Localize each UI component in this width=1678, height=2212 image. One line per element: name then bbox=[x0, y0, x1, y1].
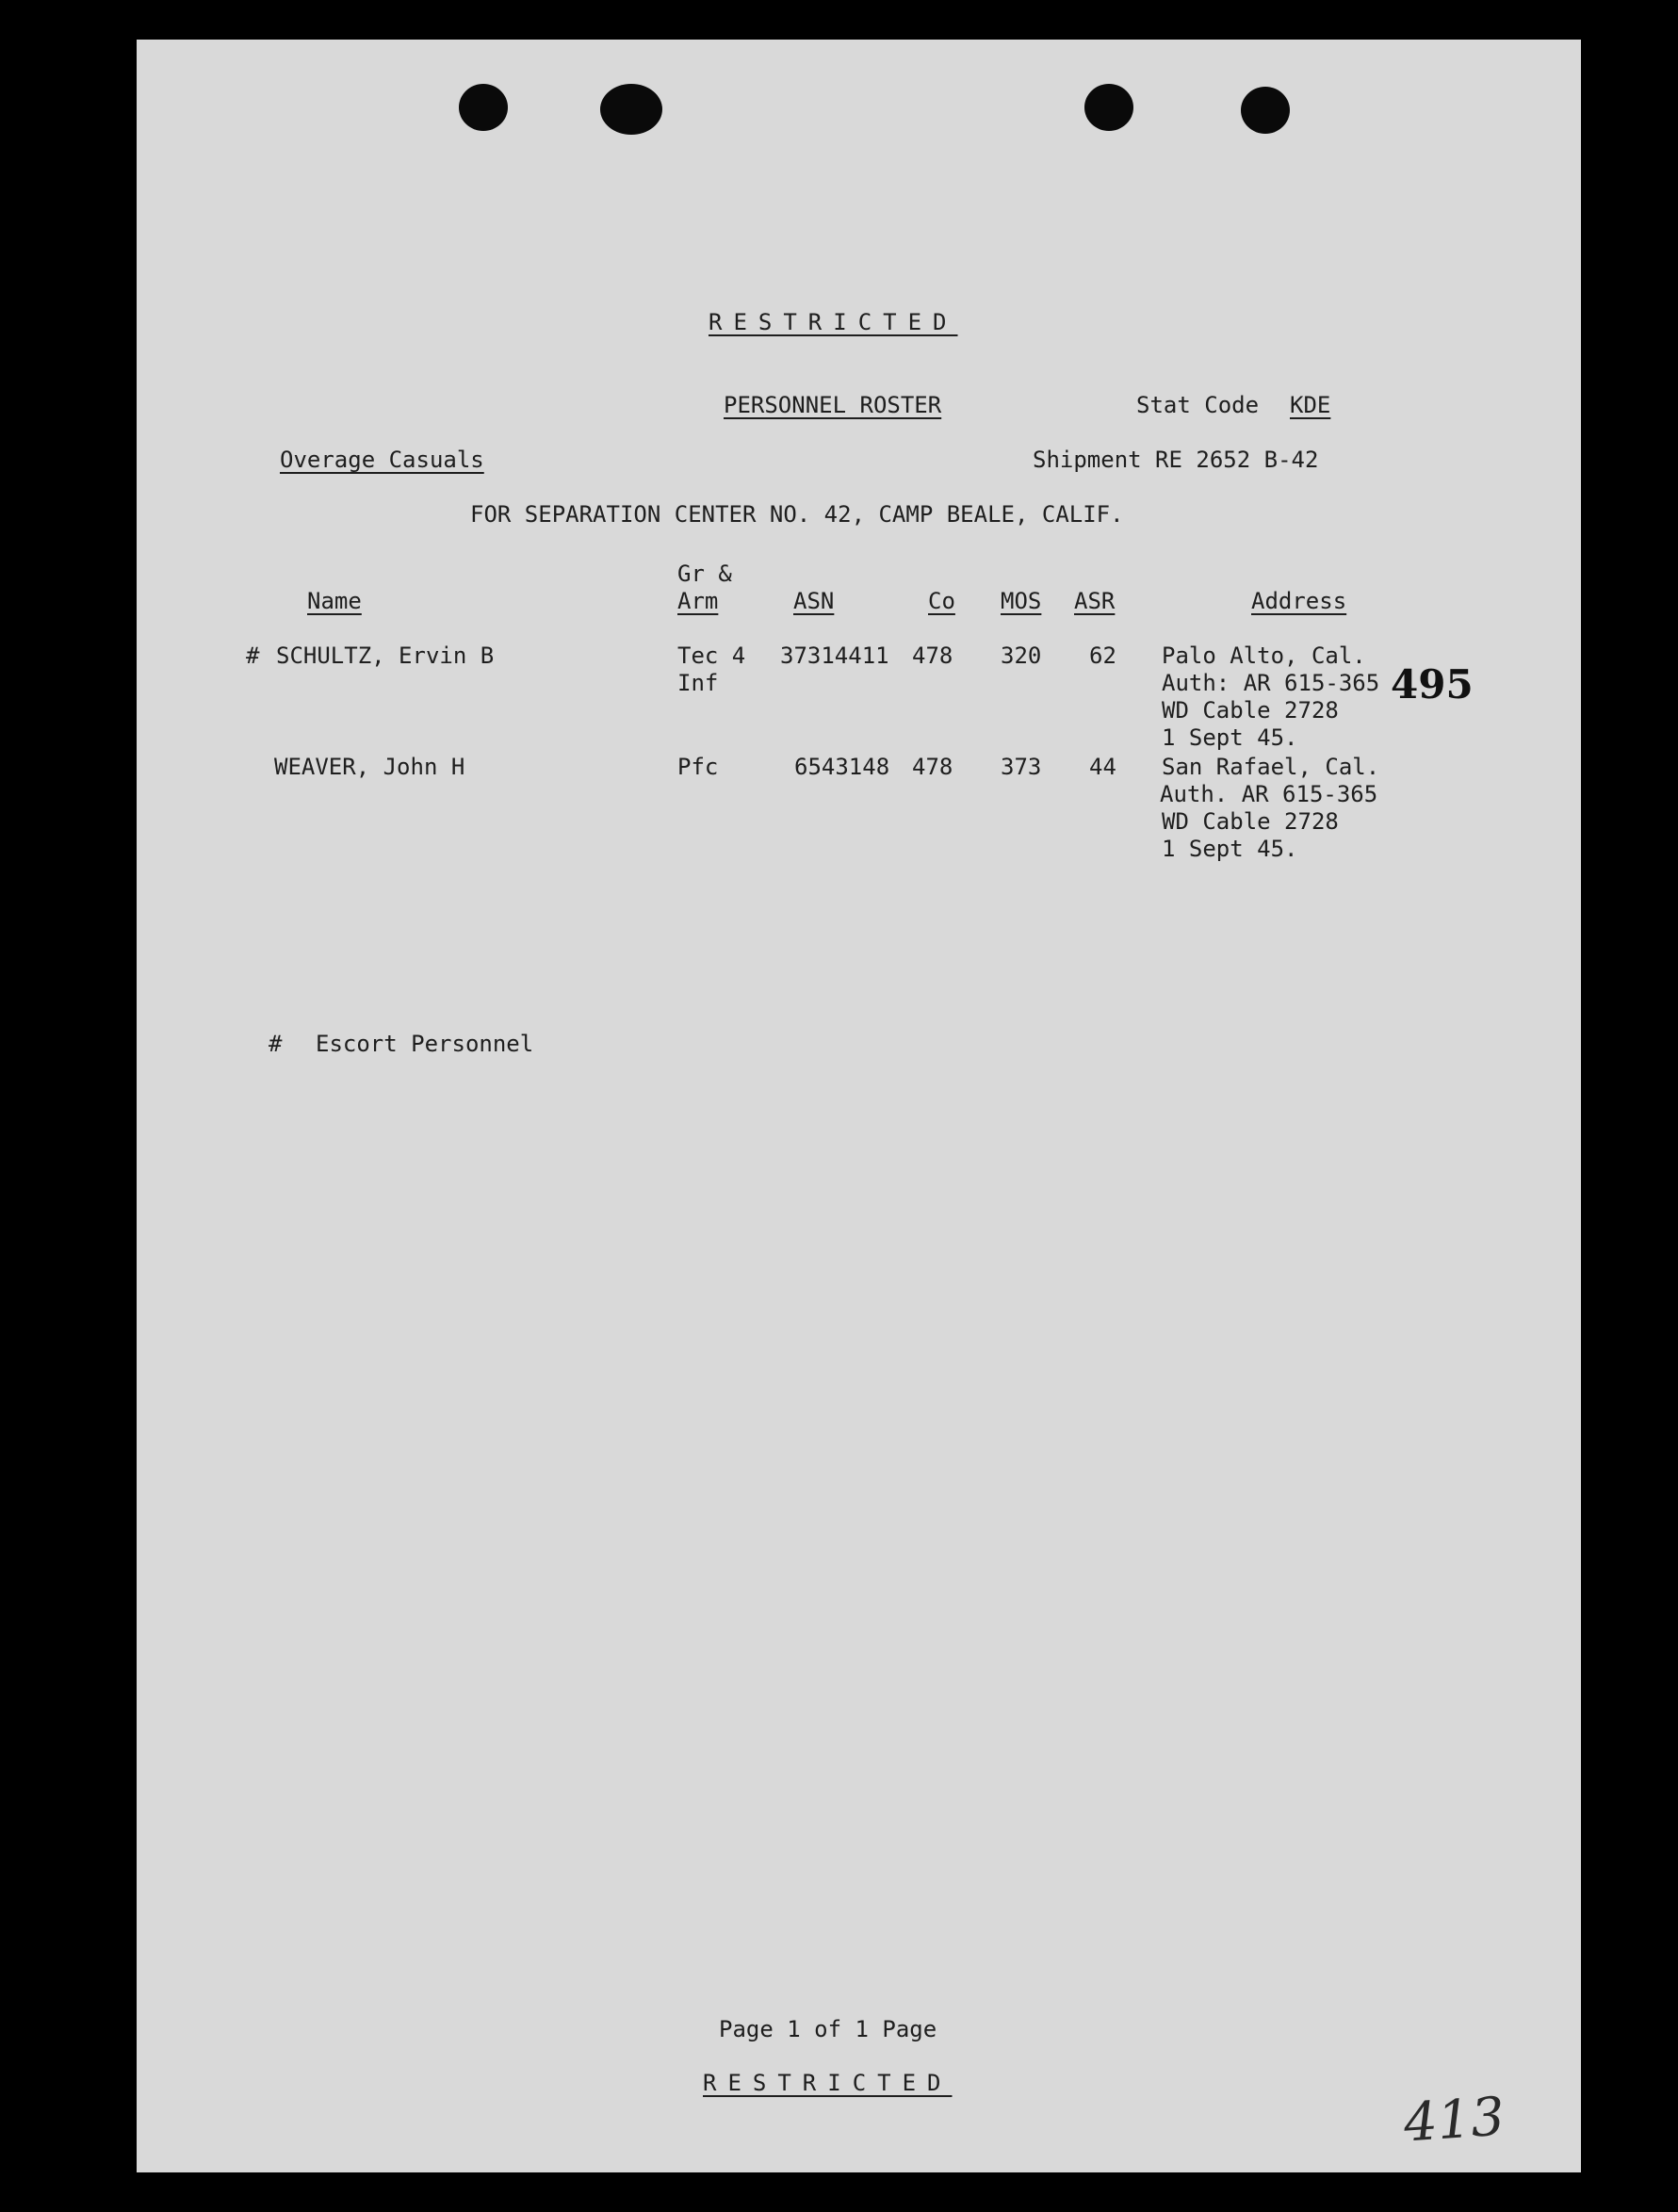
row-address-line: Auth: AR 615-365 bbox=[1162, 670, 1380, 696]
row-mos: 320 bbox=[1001, 642, 1042, 669]
col-header-asn: ASN bbox=[793, 588, 835, 614]
classification-bottom: RESTRICTED bbox=[703, 2070, 953, 2096]
row-asn: 6543148 bbox=[794, 754, 890, 780]
row-mos: 373 bbox=[1001, 754, 1042, 780]
classification-top: RESTRICTED bbox=[709, 309, 958, 335]
punch-hole bbox=[1084, 84, 1133, 131]
punch-hole bbox=[600, 84, 662, 135]
col-header-co: Co bbox=[928, 588, 955, 614]
row-address-line: WD Cable 2728 bbox=[1162, 697, 1339, 724]
row-grade: Tec 4 bbox=[677, 642, 746, 669]
row-asn: 37314411 bbox=[780, 642, 889, 669]
row-marker: # bbox=[246, 642, 260, 669]
handwritten-page-number: 413 bbox=[1401, 2086, 1507, 2155]
footnote-marker: # bbox=[269, 1031, 283, 1057]
stat-code-value: KDE bbox=[1290, 392, 1331, 418]
col-header-asr: ASR bbox=[1074, 588, 1116, 614]
row-arm: Inf bbox=[677, 670, 719, 696]
row-co: 478 bbox=[912, 642, 953, 669]
roster-title: PERSONNEL ROSTER bbox=[724, 392, 942, 418]
row-address-line: 1 Sept 45. bbox=[1162, 724, 1298, 751]
row-address-line: Palo Alto, Cal. bbox=[1162, 642, 1366, 669]
row-name: WEAVER, John H bbox=[274, 754, 465, 780]
col-header-grade-arm-2: Arm bbox=[677, 588, 719, 614]
stamped-number: 495 bbox=[1391, 661, 1474, 708]
destination-line: FOR SEPARATION CENTER NO. 42, CAMP BEALE, CALIF. bbox=[470, 501, 1124, 528]
col-header-grade-arm-1: Gr & bbox=[677, 561, 732, 587]
col-header-mos: MOS bbox=[1001, 588, 1042, 614]
footnote-text: Escort Personnel bbox=[316, 1031, 534, 1057]
stat-code-label: Stat Code bbox=[1136, 392, 1260, 418]
row-address-line: 1 Sept 45. bbox=[1162, 836, 1298, 862]
row-address-line: San Rafael, Cal. bbox=[1162, 754, 1380, 780]
row-co: 478 bbox=[912, 754, 953, 780]
row-asr: 44 bbox=[1089, 754, 1116, 780]
shipment-label: Shipment RE 2652 B-42 bbox=[1033, 447, 1319, 473]
page-indicator: Page 1 of 1 Page bbox=[719, 2016, 937, 2042]
punch-hole bbox=[1241, 87, 1290, 134]
punch-hole bbox=[459, 84, 508, 131]
row-asr: 62 bbox=[1089, 642, 1116, 669]
col-header-address: Address bbox=[1251, 588, 1347, 614]
row-address-line: WD Cable 2728 bbox=[1162, 808, 1339, 835]
row-name: SCHULTZ, Ervin B bbox=[276, 642, 495, 669]
row-address-line: Auth. AR 615-365 bbox=[1160, 781, 1378, 807]
col-header-name: Name bbox=[307, 588, 362, 614]
paper-sheet bbox=[137, 40, 1581, 2172]
row-grade: Pfc bbox=[677, 754, 719, 780]
group-label: Overage Casuals bbox=[280, 447, 484, 473]
